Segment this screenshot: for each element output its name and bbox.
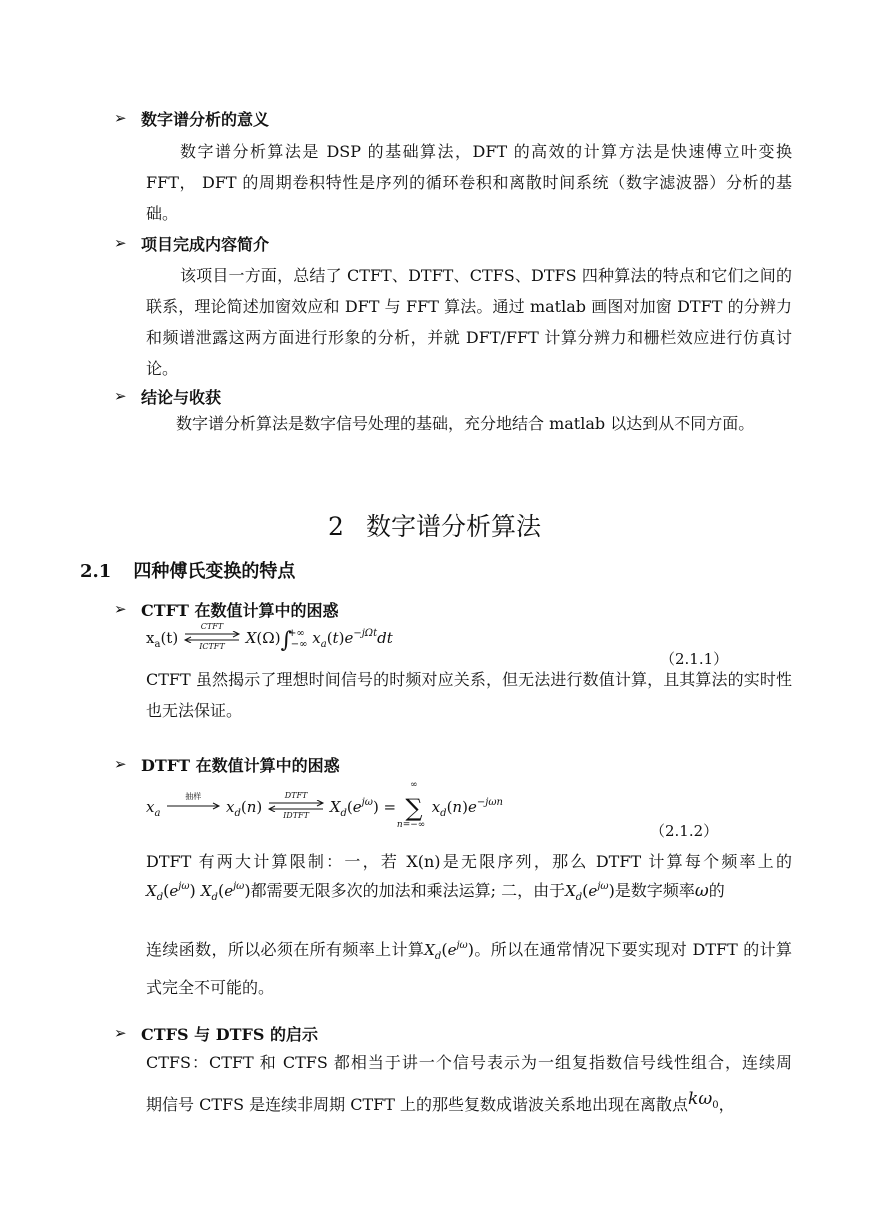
- bullet-arrow-icon: ➢: [114, 600, 127, 618]
- dtft-text-e: 连续函数，所以必须在所有频率上计算: [146, 940, 425, 959]
- heading-project-summary: 项目完成内容简介: [141, 235, 270, 254]
- equation-dtft: $x_a$ 抽样 $x_d(n)$ DTFT IDTFT $X_d(e^{j\omega})$ = ∞ ∑ n=−∞ $x_d(n)e^{-j\omega n}$: [146, 780, 503, 830]
- equation-number-2: （2.1.2）: [650, 822, 719, 840]
- ctfs-text-b: 期信号 CTFS 是连续非周期 CTFT 上的那些复数成谐波关系地出现在离散点: [146, 1095, 689, 1114]
- section-title: 四种傅氏变换的特点: [133, 561, 296, 582]
- sampling-arrow-icon: [165, 792, 221, 818]
- paragraph-ctfs-line2: 期信号 CTFS 是连续非周期 CTFT 上的那些复数成谐波关系地出现在离散点$k\omega^0$，: [146, 1089, 735, 1114]
- section-heading: [80, 557, 295, 583]
- dtft-text-f: 。所以在通常情况下要实现对 DTFT 的计算式完全不可能的。: [146, 940, 792, 997]
- arrow-label-bottom: IDTFT: [283, 811, 309, 820]
- heading-ctft-difficulty: CTFT 在数值计算中的困惑: [141, 601, 339, 620]
- chapter-title: [0, 507, 869, 543]
- bullet-arrow-icon: ➢: [114, 234, 127, 252]
- bullet-arrow-icon: ➢: [114, 1024, 127, 1042]
- dtft-text-d: 的: [708, 881, 725, 900]
- chapter-number: 2: [328, 512, 344, 541]
- chapter-title-text: 数字谱分析算法: [365, 512, 541, 541]
- arrow-label-sampling: 抽样: [185, 792, 202, 801]
- paragraph-conclusion: 数字谱分析算法是数字信号处理的基础，充分地结合 matlab 以达到从不同方面。: [176, 414, 755, 433]
- arrow-label-top: DTFT: [284, 791, 308, 800]
- heading-conclusion: 结论与收获: [141, 388, 222, 407]
- arrow-label-top: CTFT: [200, 622, 224, 631]
- heading-dtft-difficulty: DTFT 在数值计算中的困惑: [141, 756, 340, 775]
- paragraph-ctft: CTFT 虽然揭示了理想时间信号的时频对应关系，但无法进行数值计算，且其算法的实时性也无法保证。: [146, 670, 792, 720]
- paragraph-project-summary: 该项目一方面，总结了 CTFT、DTFT、CTFS、DTFS 四种算法的特点和它们之间的联系，理论简述加窗效应和 DFT 与 FFT 算法。通过 matlab 画图对加窗 DTFT 的分辨力和频谱泄露这两方面进行形象的分析，并就 DFT/FFT 计算分辨力和栅栏效应进行仿真讨论。: [146, 266, 792, 378]
- equation-ctft: $x_a(t)$ CTFT ICTFT $X(\Omega)\int^{+\infty}_{-\infty}$ $x_a(t)e^{-j\Omega t}dt$: [146, 622, 393, 653]
- section-number: 2.1: [80, 561, 112, 582]
- paragraph-ctfs-line1: CTFS：CTFT 和 CTFS 都相当于讲一个信号表示为一组复指数信号线性组合，连续周: [146, 1053, 792, 1072]
- arrow-label-bottom: ICTFT: [199, 642, 225, 651]
- dtft-text-c: 是数字频率: [614, 881, 695, 900]
- dtft-text-b: 都需要无限多次的加法和乘法运算; 二，由于: [250, 881, 566, 900]
- ctfs-text-c: ，: [718, 1095, 735, 1114]
- bullet-arrow-icon: ➢: [114, 387, 127, 405]
- paragraph-dtft-line3: 连续函数，所以必须在所有频率上计算$X_d(e^{j\omega})$。所以在通常情况下要实现对 DTFT 的计算式完全不可能的。: [146, 940, 792, 997]
- bidirectional-arrow-icon: [267, 791, 325, 820]
- paragraph-dtft-line2: $X_d(e^{j\omega})$ $X_d(e^{j\omega})$都需要无限多次的加法和乘法运算; 二，由于$X_d(e^{j\omega})$是数字频率ω的: [146, 881, 725, 903]
- paragraph-significance: 数字谱分析算法是 DSP 的基础算法，DFT 的高效的计算方法是快速傅立叶变换 FFT， DFT 的周期卷积特性是序列的循环卷积和离散时间系统（数字滤波器）分析的基础。: [146, 142, 792, 223]
- bullet-arrow-icon: ➢: [114, 755, 127, 773]
- heading-spectrum-significance: 数字谱分析的意义: [141, 110, 270, 129]
- equation-number-1: （2.1.1）: [660, 650, 729, 668]
- paragraph-dtft-line1: DTFT 有两大计算限制：一，若 X(n)是无限序列，那么 DTFT 计算每个频率上的: [146, 852, 792, 871]
- bidirectional-arrow-icon: [183, 622, 241, 651]
- heading-ctfs-dtfs: CTFS 与 DTFS 的启示: [141, 1025, 318, 1044]
- bullet-arrow-icon: ➢: [114, 109, 127, 127]
